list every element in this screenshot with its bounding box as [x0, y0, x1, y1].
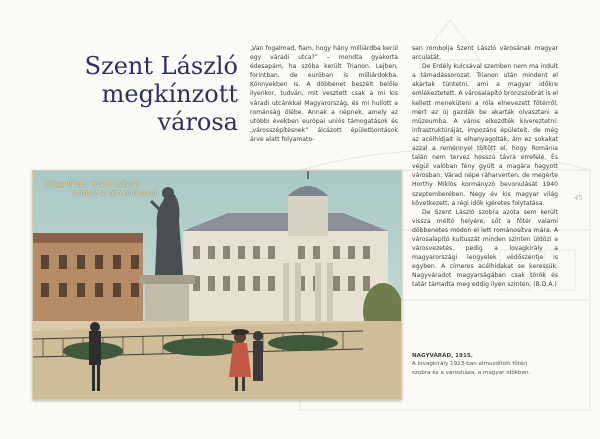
page-number: 45: [574, 194, 583, 202]
paragraph: san rombolja Szent László városának magyar arculatát.: [412, 45, 558, 62]
postcard-inscription-line: szobor a városházával.: [73, 188, 160, 197]
text-column-left: [250, 44, 398, 144]
paragraph: De Szent László szobra azóta sem került vissza méltó helyére, sőt a főtér valami döbbenetes módon el lett románosítva mára. A városalapító kultuszát minden szinten üldözi a városvezetés, pedig a lovagkirály a magyarországi lengyelek védőszentje is egyben. A címeres acélhídakat se keressük. Nagyváradot magyarságában csak török és tatár támadta meg eddig ilyen szinten. (B.D.A.): [412, 208, 558, 289]
title-line: városa: [157, 108, 238, 136]
text-column-right: [412, 44, 558, 290]
postcard-inscription: [45, 179, 185, 197]
article-title: [8, 52, 238, 136]
caption-heading: NAGYVÁRAD, 1915.: [412, 353, 473, 359]
postcard-photo: [32, 170, 402, 400]
photo-caption: [412, 352, 542, 377]
paragraph: „Van fogalmad, fiam, hogy hány milliárdba kerül egy váradi utca?” – mondta gyakorta édesapám, ha szóba került Trianon. Lejben, forintban, de euróban is milliárdokba. Könnyekben is. A döbbenet beszélt belőle ilyenkor, tudván, mit vesztett csak a mi kis váradi utcánkkal Magyarország, és mi hullott a románság ölébe. Annak a népnek, amely az utóbbi években európai uniós támogatások és „városszépítésnek” álcázott épületbontások árve alatt folyamato-: [250, 45, 398, 143]
title-line: megkínzott: [101, 80, 238, 108]
paragraph: De Erdély kulcsával szemben nem ma indult a támadássorozat. Trianon után mindent el akartak tüntetni, ami a magyar időkre emlékeztetett. A városalapító bronzszobrát is el kellett meneküteni a róla elnevezett főtérről, mert az új gazdák be akarták olvasztani a múzeumba. A város elkezdték kivereztetni: infrastruktúráját, impozáns épületeit, de még az acélhídjait is elhanyagolták, ám ez sokakat azzal a reménnyel töltött el, hogy Románia talán nem tervez hosszú távra errefelé. És végül valóban fény gyúlt a magára hagyott városban: Várad népe ráharverten, de megérte Horthy Miklós kormányzó bevonulását 1940 szeptemberében. Negy év kis magyar világ következett, a régi idők igéretes folytatása.: [412, 63, 558, 207]
postcard-inscription-line: Nagyvárad. Szent László: [45, 179, 140, 188]
title-line: Szent László: [84, 52, 238, 80]
caption-text: A lovagkirály 1923-ban elmozdított főtéri szobra és a városháza, a magyar időkben.: [412, 361, 531, 376]
